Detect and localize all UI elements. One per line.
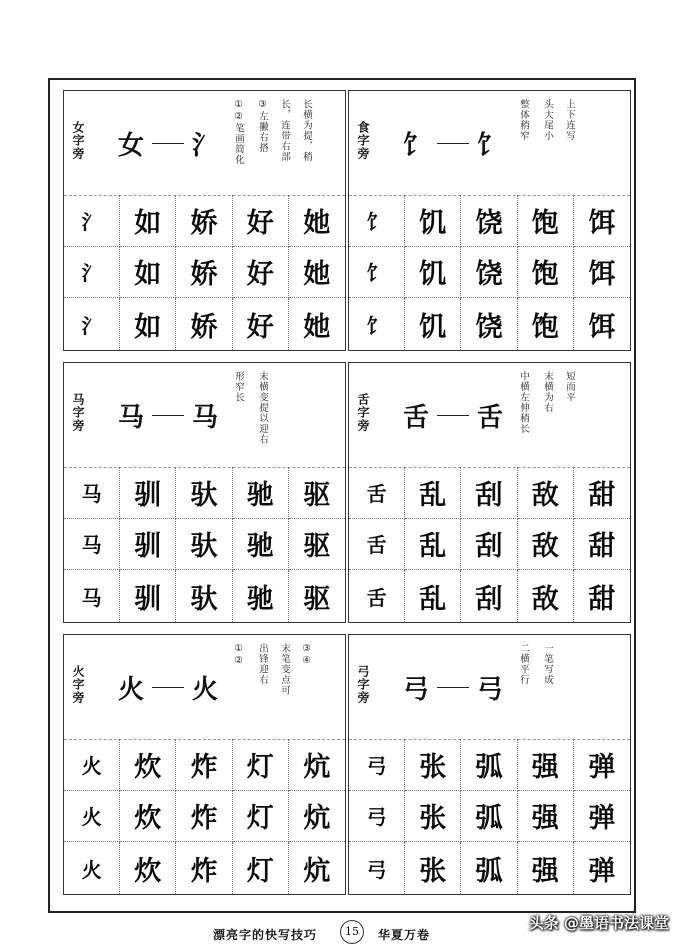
practice-cell: 甜 (574, 519, 630, 571)
practice-cell: 强 (518, 739, 574, 791)
demo-dash (152, 415, 184, 416)
practice-cell: ⺡ (64, 298, 120, 350)
panel-header (349, 635, 630, 740)
practice-cell: 饣 (349, 298, 405, 350)
panel-header (349, 363, 630, 468)
radical-name: 舌字旁 (356, 393, 370, 432)
practice-cell: 娇 (176, 298, 232, 350)
panel-header (64, 363, 345, 468)
stroke-note: 短而平 (564, 371, 575, 403)
demo-character: 女 (118, 131, 145, 161)
stroke-note: 整体稍窄 (518, 99, 529, 141)
demo-character: 弓 (403, 675, 430, 705)
practice-cell: 刮 (461, 467, 517, 519)
practice-cell: 好 (233, 298, 289, 350)
practice-cell: 娇 (176, 247, 232, 299)
practice-grid (64, 467, 345, 622)
practice-cell: 好 (233, 195, 289, 247)
watermark: 头条 @墨语书法课堂 (528, 914, 669, 932)
demo-dash (152, 687, 184, 688)
practice-cell: 张 (405, 842, 461, 894)
practice-cell: 驰 (233, 519, 289, 571)
practice-cell: 舌 (349, 570, 405, 622)
practice-cell: 刮 (461, 519, 517, 571)
demo-character: 饣 (403, 131, 430, 161)
practice-cell: 弓 (349, 739, 405, 791)
practice-cell: 张 (405, 739, 461, 791)
practice-cell: 好 (233, 247, 289, 299)
demo-dash (437, 143, 469, 144)
demo-character-cursive: ⺡ (192, 131, 219, 161)
practice-cell: 火 (64, 739, 120, 791)
practice-cell: 敌 (518, 467, 574, 519)
stroke-note: 二横平行 (518, 643, 529, 685)
radical-name: 火字旁 (71, 665, 85, 704)
publisher: 华夏万卷 (378, 928, 431, 942)
demo-character: 火 (118, 675, 145, 705)
radical-panel (63, 362, 346, 623)
demo-dash (437, 415, 469, 416)
practice-cell: 驮 (176, 519, 232, 571)
practice-cell: 弧 (461, 791, 517, 843)
radical-panel (63, 634, 346, 895)
practice-cell: 饵 (574, 195, 630, 247)
practice-cell: 灯 (233, 791, 289, 843)
radical-panel (348, 634, 631, 895)
practice-cell: 饥 (405, 195, 461, 247)
practice-cell: 弹 (574, 739, 630, 791)
practice-grid (349, 467, 630, 622)
practice-cell: 饶 (461, 298, 517, 350)
stroke-note: 长横为提，稍 (301, 99, 312, 162)
practice-grid (349, 195, 630, 350)
practice-cell: ⺡ (64, 195, 120, 247)
stroke-note: 中横左伸稍长 (518, 371, 529, 434)
practice-cell: 她 (289, 247, 345, 299)
practice-cell: 强 (518, 791, 574, 843)
practice-cell: 驯 (120, 570, 176, 622)
stroke-note: 长，连带右部 (279, 99, 290, 162)
practice-cell: 弓 (349, 842, 405, 894)
practice-cell: 驱 (303, 583, 331, 615)
demo-character: 舌 (403, 403, 430, 433)
practice-cell: 驰 (233, 467, 289, 519)
radical-panel (348, 362, 631, 623)
stroke-note: 末笔变点可 (279, 643, 290, 696)
radical-name: 食字旁 (356, 121, 370, 160)
practice-cell: 饶 (461, 195, 517, 247)
practice-cell: 弓 (349, 791, 405, 843)
demo-dash (437, 687, 469, 688)
practice-cell: 饱 (518, 195, 574, 247)
practice-cell: 灯 (233, 842, 289, 894)
practice-cell: 炊 (120, 842, 176, 894)
practice-cell: 马 (64, 467, 120, 519)
practice-cell: 弹 (574, 791, 630, 843)
practice-cell: 驰 (233, 570, 289, 622)
practice-cell: 炊 (120, 791, 176, 843)
practice-cell: 她 (303, 311, 331, 343)
practice-cell: 舌 (349, 519, 405, 571)
practice-cell: 马 (64, 570, 120, 622)
practice-cell: 炕 (303, 855, 331, 887)
stroke-note: ①②笔画简化 (233, 99, 244, 165)
practice-cell: 如 (120, 195, 176, 247)
demo-character-cursive: 火 (192, 675, 219, 705)
practice-cell: 甜 (588, 583, 616, 615)
stroke-note: 末横变提以迎右 (257, 371, 268, 445)
book-title: 漂亮字的快写技巧 (213, 928, 318, 942)
stroke-note: ①② (233, 643, 244, 667)
stroke-note: 末横为右 (542, 371, 553, 413)
practice-grid (64, 195, 345, 350)
practice-cell: 乱 (405, 519, 461, 571)
panel-header (64, 635, 345, 740)
practice-cell: 饶 (461, 247, 517, 299)
practice-cell: 饵 (588, 311, 616, 343)
practice-cell: 炸 (176, 791, 232, 843)
practice-cell: 火 (64, 842, 120, 894)
stroke-note: 出锋迎右 (257, 643, 268, 685)
practice-cell: 敌 (518, 570, 574, 622)
demo-character-cursive: 舌 (477, 403, 504, 433)
stroke-note: 上下连写 (564, 99, 575, 141)
practice-cell: 驱 (289, 519, 345, 571)
radical-panel (348, 90, 631, 351)
practice-cell: 饥 (405, 247, 461, 299)
practice-cell: 驮 (176, 467, 232, 519)
practice-cell: 马 (64, 519, 120, 571)
page-number: 15 (340, 920, 364, 944)
practice-cell: 敌 (518, 519, 574, 571)
practice-cell: 灯 (233, 739, 289, 791)
practice-cell: 张 (405, 791, 461, 843)
practice-cell: 炊 (120, 739, 176, 791)
demo-character-cursive: 弓 (477, 675, 504, 705)
radical-name: 弓字旁 (356, 665, 370, 704)
practice-cell: 乱 (405, 467, 461, 519)
practice-cell: 她 (289, 195, 345, 247)
practice-cell: 炕 (289, 791, 345, 843)
panel-header (64, 91, 345, 196)
radical-name: 马字旁 (71, 393, 85, 432)
stroke-note: 一笔写成 (542, 643, 553, 685)
practice-cell: 驯 (120, 519, 176, 571)
practice-grid (349, 739, 630, 894)
practice-cell: 甜 (574, 467, 630, 519)
stroke-note: ③④ (301, 643, 312, 667)
practice-cell: 如 (120, 247, 176, 299)
radical-panel (63, 90, 346, 351)
practice-cell: 舌 (349, 467, 405, 519)
practice-cell: 饱 (518, 247, 574, 299)
practice-cell: 饵 (574, 247, 630, 299)
panel-header (349, 91, 630, 196)
demo-character-cursive: 饣 (477, 131, 504, 161)
practice-cell: 驯 (120, 467, 176, 519)
practice-cell: 饣 (349, 195, 405, 247)
demo-character-cursive: 马 (192, 403, 219, 433)
practice-cell: 饣 (349, 247, 405, 299)
practice-cell: 弹 (588, 855, 616, 887)
practice-cell: 炸 (176, 739, 232, 791)
practice-cell: 驮 (176, 570, 232, 622)
practice-cell: 火 (64, 791, 120, 843)
practice-cell: 弧 (461, 842, 517, 894)
practice-cell: 饥 (405, 298, 461, 350)
practice-cell: 饱 (518, 298, 574, 350)
practice-cell: ⺡ (64, 247, 120, 299)
practice-cell: 刮 (461, 570, 517, 622)
stroke-note: 形窄长 (233, 371, 244, 403)
practice-grid (64, 739, 345, 894)
practice-cell: 炸 (176, 842, 232, 894)
demo-character: 马 (118, 403, 145, 433)
stroke-note: 头大尾小 (542, 99, 553, 141)
practice-cell: 弧 (461, 739, 517, 791)
radical-name: 女字旁 (71, 121, 85, 160)
practice-cell: 炕 (289, 739, 345, 791)
demo-dash (152, 143, 184, 144)
practice-cell: 驱 (289, 467, 345, 519)
practice-cell: 强 (518, 842, 574, 894)
practice-cell: 乱 (405, 570, 461, 622)
practice-cell: 娇 (176, 195, 232, 247)
practice-cell: 如 (120, 298, 176, 350)
stroke-note: ③左撇右搭 (257, 99, 268, 153)
